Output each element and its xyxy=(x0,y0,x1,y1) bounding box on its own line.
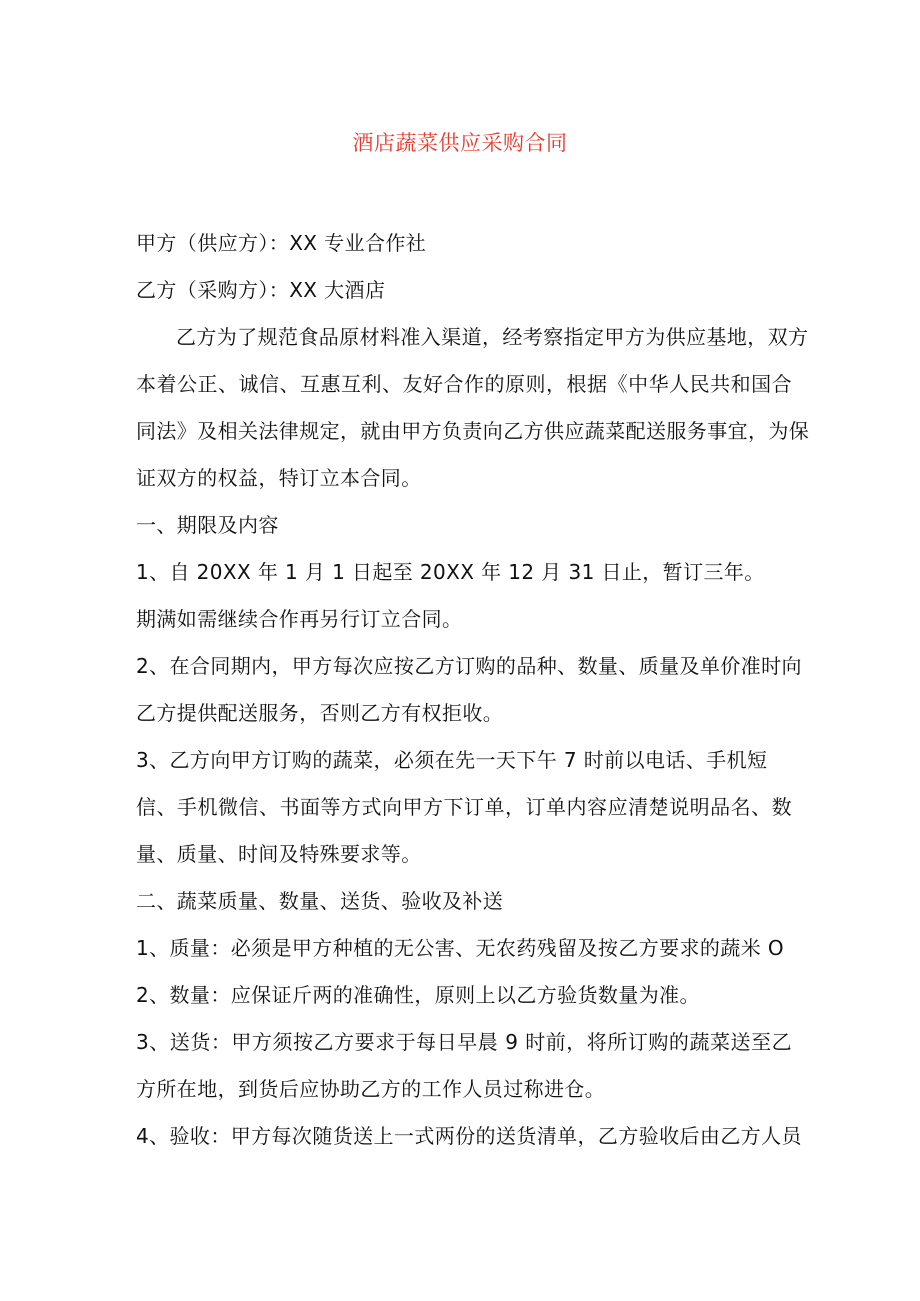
clause-1-1-cont: 期满如需继续合作再另行订立合同。 xyxy=(136,607,463,631)
clause-1-2: 2、在合同期内，甲方每次应按乙方订购的品种、数量、质量及单价准时向 xyxy=(136,654,802,678)
document-title: 酒店蔬菜供应采购合同 xyxy=(352,131,568,155)
clause-2-3-cont: 方所在地，到货后应协助乙方的工作人员过称进仓。 xyxy=(136,1077,606,1101)
preamble-line-1: 乙方为了规范食品原材料准入渠道，经考察指定甲方为供应基地，双方 xyxy=(176,325,809,349)
section-heading-1: 一、期限及内容 xyxy=(136,513,279,537)
party-b-line: 乙方（采购方）：XX 大酒店 xyxy=(136,278,386,302)
clause-2-1: 1、质量：必须是甲方种植的无公害、无农药残留及按乙方要求的蔬米 O xyxy=(136,936,785,960)
clause-1-3-cont-1: 信、手机微信、书面等方式向甲方下订单，订单内容应清楚说明品名、数 xyxy=(136,795,792,819)
section-heading-2: 二、蔬菜质量、数量、送货、验收及补送 xyxy=(136,889,504,913)
clause-2-3: 3、送货：甲方须按乙方要求于每日早晨 9 时前，将所订购的蔬菜送至乙 xyxy=(136,1030,792,1054)
clause-1-3-cont-2: 量、质量、时间及特殊要求等。 xyxy=(136,842,422,866)
party-a-line: 甲方（供应方）：XX 专业合作社 xyxy=(136,231,427,255)
clause-1-2-cont: 乙方提供配送服务，否则乙方有权拒收。 xyxy=(136,701,504,725)
clause-1-1: 1、自 20XX 年 1 月 1 日起至 20XX 年 12 月 31 日止，暂订三年。 xyxy=(136,560,765,584)
preamble-line-2: 本着公正、诚信、互惠互利、友好合作的原则，根据《中华人民共和国合 xyxy=(136,372,792,396)
preamble-line-3: 同法》及相关法律规定，就由甲方负责向乙方供应蔬菜配送服务事宜，为保 xyxy=(136,419,810,443)
preamble-line-4: 证双方的权益，特订立本合同。 xyxy=(136,466,422,490)
clause-1-3: 3、乙方向甲方订购的蔬菜，必须在先一天下午 7 时前以电话、手机短 xyxy=(136,748,768,772)
clause-2-4: 4、验收：甲方每次随货送上一式两份的送货清单，乙方验收后由乙方人员 xyxy=(136,1124,802,1148)
clause-2-2: 2、数量：应保证斤两的准确性，原则上以乙方验货数量为准。 xyxy=(136,983,700,1007)
